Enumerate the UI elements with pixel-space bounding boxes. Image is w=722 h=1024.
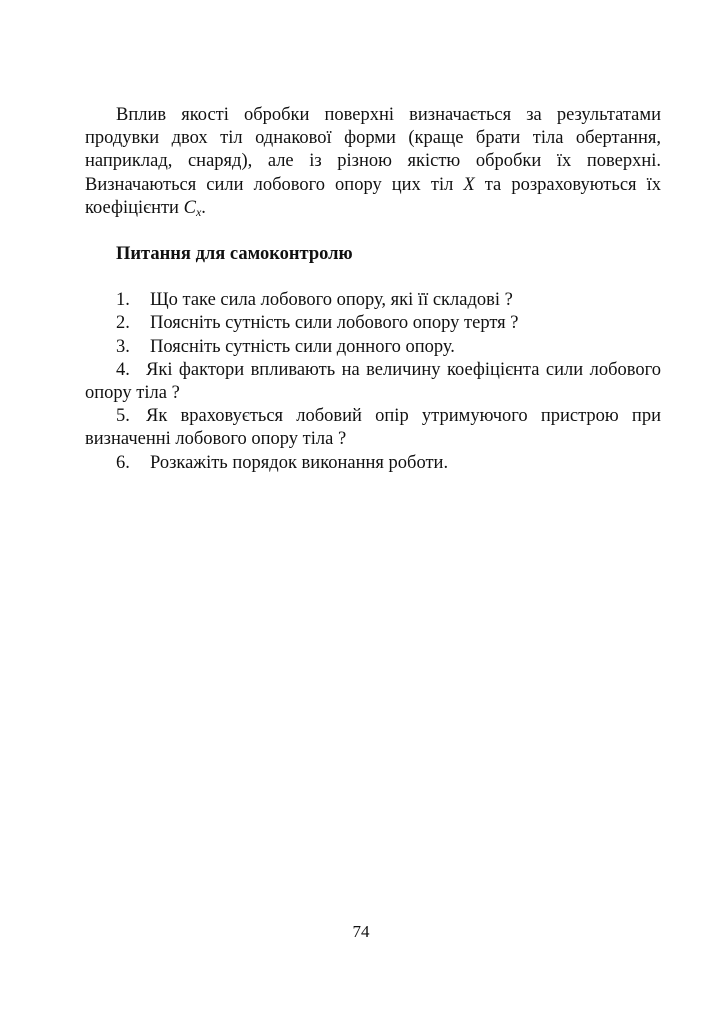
page-number: 74: [352, 922, 370, 941]
question-number: 6.: [116, 452, 130, 473]
paragraph-text-3: .: [201, 197, 206, 218]
question-list: [85, 289, 661, 475]
section-heading: Питання для самоконтролю: [116, 244, 353, 265]
question-item: [85, 452, 661, 475]
paragraph-text-1: Вплив якості обробки поверхні визначається за результатами продувки двох тіл однакової форми (краще брати тіла обертання, наприклад, снаряд), але із різною якістю обробки їх поверхні. Визначаються сили лобового опору цих тіл: [85, 105, 661, 195]
page-content: [85, 104, 661, 475]
symbol-c-subscript: x: [195, 204, 202, 219]
symbol-x: X: [463, 174, 475, 195]
paragraph-text-2: та розраховуються їх коефіцієнти: [85, 174, 661, 218]
question-number: 2.: [116, 313, 130, 334]
question-text: Поясніть сутність сили донного опору.: [150, 336, 455, 357]
question-text: Розкажіть порядок виконання роботи.: [150, 452, 449, 473]
body-paragraph: [85, 104, 661, 220]
question-item: [85, 336, 661, 359]
question-number: 5.: [116, 406, 130, 427]
question-number: 3.: [116, 336, 130, 357]
question-item: [85, 312, 661, 335]
question-number: 1.: [116, 290, 130, 311]
question-text: Які фактори впливають на величину коефіцієнта сили лобового опору тіла ?: [85, 359, 661, 404]
symbol-c: [184, 198, 202, 218]
question-text: Як враховується лобовий опір утримуючого пристрою при визначенні лобового опору тіла ?: [85, 406, 661, 450]
question-item: [85, 359, 661, 405]
question-number: 4.: [116, 359, 130, 380]
question-text: Поясніть сутність сили лобового опору тертя ?: [150, 313, 519, 334]
question-text: Що таке сила лобового опору, які її складові ?: [150, 290, 513, 311]
question-item: [85, 405, 661, 451]
question-item: [85, 289, 661, 312]
symbol-c-letter: C: [183, 197, 196, 218]
